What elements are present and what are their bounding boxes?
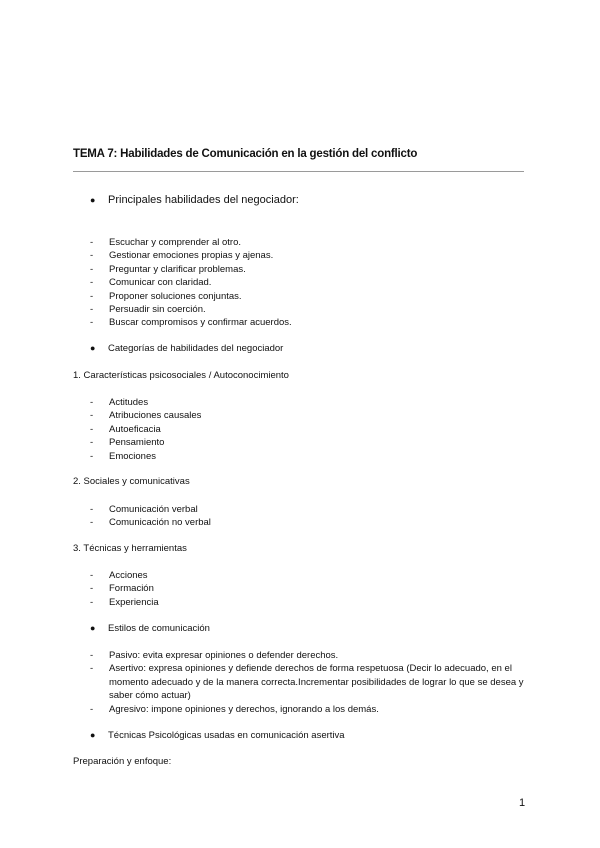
section2-list: [90, 503, 211, 530]
list-item: - Comunicación no verbal: [90, 517, 211, 529]
list-item: - Escuchar y comprender al otro.: [90, 237, 242, 248]
list-item: - Pensamiento: [90, 437, 165, 449]
list-item: - Persuadir sin coerción.: [90, 303, 206, 315]
list-item: - Gestionar emociones propias y ajenas.: [90, 250, 274, 262]
list-item: - Buscar compromisos y confirmar acuerdos.: [90, 317, 292, 329]
section-heading-3: 3. Técnicas y herramientas: [73, 543, 187, 554]
list-item: - Asertivo: expresa opiniones y defiende derechos de forma respetuosa (Decir lo adecuado, en el momento adecuado y de la manera correcta.Incrementar posibilidades de lograr lo que se desea y saber cómo actuar): [90, 663, 524, 702]
list-item: - Preguntar y clarificar problemas.: [90, 263, 246, 275]
list-item: - Experiencia: [90, 596, 159, 608]
section-heading-1: 1. Características psicosociales / Autoconocimiento: [73, 370, 289, 381]
list-item: - Acciones: [90, 570, 148, 581]
title-divider: [73, 171, 524, 172]
bullet-icon: ●: [90, 195, 96, 205]
bullet-heading-text: Principales habilidades del negociador:: [108, 194, 299, 206]
list-item: - Proponer soluciones conjuntas.: [90, 290, 242, 302]
bullet-icon: ●: [90, 343, 96, 353]
list-item: - Comunicación verbal: [90, 504, 198, 515]
list-item: - Pasivo: evita expresar opiniones o defender derechos.: [90, 650, 339, 661]
skills-list: [90, 236, 292, 330]
document-title: TEMA 7: Habilidades de Comunicación en la gestión del conflicto: [73, 148, 418, 160]
section3-list: [90, 569, 159, 609]
list-item: - Actitudes: [90, 397, 149, 408]
bullet-heading-tecnicas: ● Técnicas Psicológicas usadas en comunicación asertiva: [90, 730, 345, 741]
list-item: - Formación: [90, 583, 154, 595]
list-item: - Comunicar con claridad.: [90, 277, 212, 289]
bullet-heading-categorias: ● Categorías de habilidades del negociador: [90, 343, 284, 354]
page-number: 1: [519, 797, 526, 809]
bullet-icon: ●: [90, 730, 96, 740]
subheading-preparacion: Preparación y enfoque:: [73, 756, 172, 767]
section-heading-2: 2. Sociales y comunicativas: [73, 476, 190, 487]
list-item: - Emociones: [90, 450, 156, 462]
list-item: - Atribuciones causales: [90, 410, 202, 422]
list-item: - Autoeficacia: [90, 423, 161, 435]
bullet-icon: ●: [90, 623, 96, 633]
bullet-heading-principales: [90, 194, 299, 206]
section1-list: [90, 396, 201, 463]
bullet-heading-estilos: ● Estilos de comunicación: [90, 623, 210, 634]
styles-list: [90, 649, 524, 716]
list-item: - Agresivo: impone opiniones y derechos, ignorando a los demás.: [90, 703, 379, 715]
